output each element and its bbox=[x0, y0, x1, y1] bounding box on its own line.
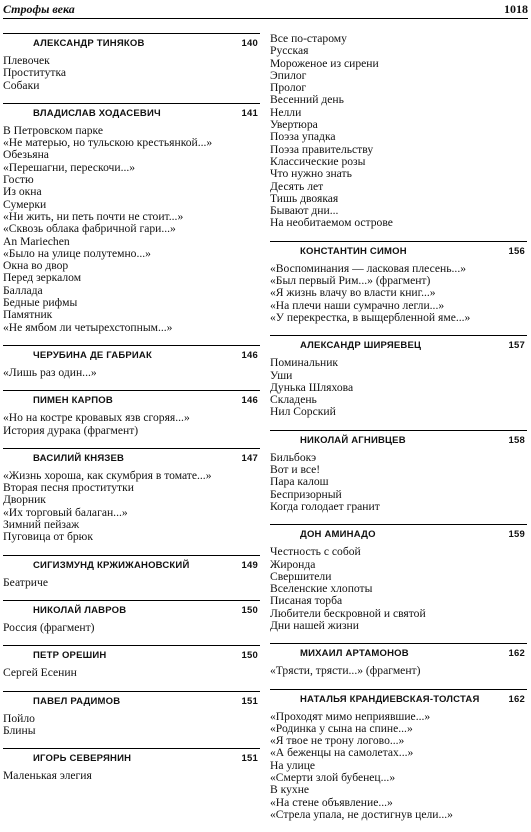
poem-title: «Сквозь облака фабричной гари...» bbox=[3, 222, 176, 236]
continued-list bbox=[270, 33, 527, 230]
author-section bbox=[270, 335, 527, 418]
section-page-number: 162 bbox=[508, 648, 525, 660]
poem-title: Писаная торба bbox=[270, 594, 343, 608]
author-section bbox=[3, 448, 260, 544]
author-section bbox=[3, 691, 260, 738]
author-name: ВАСИЛИЙ КНЯЗЕВ bbox=[33, 452, 125, 464]
poem-list bbox=[3, 125, 260, 334]
poem-title: Поэза упадка bbox=[270, 130, 336, 144]
poem-title: Бильбокэ bbox=[270, 450, 317, 464]
poem-list bbox=[270, 357, 527, 418]
poem-title: Проститутка bbox=[3, 66, 67, 80]
section-page-number: 150 bbox=[241, 650, 258, 662]
author-name: ЧЕРУБИНА ДЕ ГАБРИАК bbox=[33, 349, 152, 361]
section-page-number: 149 bbox=[241, 559, 258, 571]
section-page-number: 146 bbox=[241, 395, 258, 407]
poem-title: Складень bbox=[270, 393, 317, 407]
poem-title: Гостю bbox=[3, 173, 34, 187]
author-heading bbox=[270, 335, 527, 353]
poem-title: «Я жизнь влачу во власти книг...» bbox=[270, 286, 436, 300]
poem-title: Дни нашей жизни bbox=[270, 618, 359, 632]
poem-title: Сергей Есенин bbox=[3, 666, 77, 680]
poem-title: «На плечи наши сумрачно легли...» bbox=[270, 298, 445, 312]
author-section bbox=[3, 645, 260, 679]
poem-list bbox=[3, 55, 260, 92]
poem-title: «Проходят мимо неприявшие...» bbox=[270, 709, 431, 723]
author-heading bbox=[3, 600, 260, 618]
author-heading bbox=[3, 645, 260, 663]
poem-title: Честность с собой bbox=[270, 545, 361, 559]
poem-title: Перед зеркалом bbox=[3, 271, 82, 285]
poem-title: Свершители bbox=[270, 569, 332, 583]
author-section bbox=[3, 555, 260, 589]
poem-list bbox=[3, 577, 260, 589]
author-name: МИХАИЛ АРТАМОНОВ bbox=[300, 648, 409, 660]
poem-list bbox=[3, 667, 260, 679]
poem-title: Собаки bbox=[3, 78, 40, 92]
poem-title: Классические розы bbox=[270, 154, 366, 168]
poem-title: «У перекрестка, в выщербленной яме...» bbox=[270, 310, 471, 324]
poem-title: Десять лет bbox=[270, 179, 324, 193]
poem-list bbox=[3, 713, 260, 738]
poem-title: Плевочек bbox=[3, 54, 50, 67]
author-section bbox=[270, 241, 527, 324]
left-column bbox=[3, 33, 260, 793]
author-heading bbox=[3, 103, 260, 121]
poem-title: Увертюра bbox=[270, 118, 318, 132]
poem-title: Поэза правительству bbox=[270, 142, 374, 156]
poem-title: Окна во двор bbox=[3, 259, 69, 273]
poem-title: «Я твое не трону логово...» bbox=[270, 734, 405, 748]
author-heading bbox=[270, 430, 527, 448]
author-name: ПЕТР ОРЕШИН bbox=[33, 650, 107, 662]
author-name: ДОН АМИНАДО bbox=[300, 529, 376, 541]
poem-list bbox=[3, 770, 260, 782]
poem-title: Дунька Шляхова bbox=[270, 380, 354, 394]
poem-title: Эпилог bbox=[270, 68, 307, 82]
poem-title: Уши bbox=[270, 368, 293, 382]
poem-title: «Воспоминания — ласковая плесень...» bbox=[270, 261, 467, 275]
poem-title: На необитаемом острове bbox=[270, 216, 393, 230]
author-section bbox=[270, 430, 527, 513]
poem-title: «Не матерью, но тульскою крестьянкой...» bbox=[3, 136, 213, 150]
poem-title: Тишь двоякая bbox=[270, 191, 339, 205]
author-name: ИГОРЬ СЕВЕРЯНИН bbox=[33, 753, 132, 765]
poem-title: Мороженое из сирени bbox=[270, 56, 379, 70]
author-name: ПАВЕЛ РАДИМОВ bbox=[33, 695, 121, 707]
section-page-number: 159 bbox=[508, 529, 525, 541]
poem-title: «Не ямбом ли четырехстопным...» bbox=[3, 320, 173, 334]
section-page-number: 151 bbox=[241, 753, 258, 765]
poem-title: «Родинка у сына на спине...» bbox=[270, 721, 413, 735]
poem-title: Из окна bbox=[3, 185, 42, 199]
poem-title: Россия (фрагмент) bbox=[3, 620, 95, 634]
poem-list bbox=[270, 546, 527, 632]
section-page-number: 151 bbox=[241, 695, 258, 707]
poem-title: An Mariechen bbox=[3, 234, 70, 248]
section-page-number: 150 bbox=[241, 604, 258, 616]
author-name: НИКОЛАЙ ЛАВРОВ bbox=[33, 604, 127, 616]
poem-list bbox=[3, 412, 260, 437]
poem-title: Блины bbox=[3, 723, 36, 737]
right-column bbox=[270, 33, 527, 832]
section-page-number: 158 bbox=[508, 434, 525, 446]
author-heading bbox=[270, 241, 527, 259]
section-page-number: 146 bbox=[241, 349, 258, 361]
poem-title: Нелли bbox=[270, 105, 302, 119]
author-section bbox=[3, 600, 260, 634]
poem-title: Весенний день bbox=[270, 93, 344, 107]
poem-title: Нил Сорский bbox=[270, 405, 336, 419]
poem-title: Любители бескровной и святой bbox=[270, 606, 426, 620]
poem-title: «Было на улице полутемно...» bbox=[3, 246, 151, 260]
poem-title: Пуговица от брюк bbox=[3, 530, 93, 544]
author-section bbox=[270, 524, 527, 632]
poem-title: «Но на костре кровавых язв сгоряя...» bbox=[3, 411, 190, 425]
poem-list bbox=[3, 470, 260, 544]
poem-title: Дворник bbox=[3, 493, 46, 507]
running-title: Строфы века bbox=[3, 1, 75, 16]
poem-title: На улице bbox=[270, 758, 316, 772]
poem-list bbox=[270, 452, 527, 513]
author-section bbox=[3, 748, 260, 782]
author-heading bbox=[3, 748, 260, 766]
poem-title: «Лишь раз один...» bbox=[3, 365, 97, 379]
poem-title: Когда голодает гранит bbox=[270, 499, 380, 513]
author-heading bbox=[3, 33, 260, 51]
poem-title: Вторая песня проститутки bbox=[3, 481, 134, 495]
poem-title: Сумерки bbox=[3, 197, 47, 211]
poem-title: Беатриче bbox=[3, 575, 48, 589]
poem-title: Поминальник bbox=[270, 356, 339, 370]
poem-title: «Жизнь хороша, как скумбрия в томате...» bbox=[3, 468, 212, 482]
author-section bbox=[3, 345, 260, 379]
author-name: ВЛАДИСЛАВ ХОДАСЕВИЧ bbox=[33, 107, 161, 119]
poem-title: Бедные рифмы bbox=[3, 296, 78, 310]
poem-title: Все по-старому bbox=[270, 32, 347, 45]
poem-title: Вот и все! bbox=[270, 463, 321, 477]
poem-title: «Трясти, трясти...» (фрагмент) bbox=[270, 664, 421, 678]
author-heading bbox=[3, 691, 260, 709]
poem-title: «Перешагни, перескочи...» bbox=[3, 160, 136, 174]
author-heading bbox=[3, 448, 260, 466]
poem-title: Памятник bbox=[3, 308, 53, 322]
author-section bbox=[3, 103, 260, 334]
section-page-number: 156 bbox=[508, 245, 525, 257]
author-heading bbox=[3, 345, 260, 363]
author-name: КОНСТАНТИН СИМОН bbox=[300, 245, 407, 257]
poem-title: «На стене объявление...» bbox=[270, 795, 393, 809]
poem-title: В Петровском парке bbox=[3, 123, 103, 137]
poem-title: Пролог bbox=[270, 81, 307, 95]
poem-title: Баллада bbox=[3, 283, 43, 297]
author-heading bbox=[270, 524, 527, 542]
poem-title: Беспризорный bbox=[270, 487, 342, 501]
author-name: НИКОЛАЙ АГНИВЦЕВ bbox=[300, 434, 406, 446]
author-name: ПИМЕН КАРПОВ bbox=[33, 395, 113, 407]
poem-title: Что нужно знать bbox=[270, 167, 352, 181]
author-heading bbox=[270, 689, 527, 707]
author-name: АЛЕКСАНДР ШИРЯЕВЕЦ bbox=[300, 340, 422, 352]
poem-title: «Стрела упала, не достигнув цели...» bbox=[270, 807, 453, 821]
poem-list bbox=[3, 622, 260, 634]
poem-title: Зимний пейзаж bbox=[3, 518, 80, 532]
poem-title: Обезьяна bbox=[3, 148, 49, 162]
poem-title: Пара калош bbox=[270, 475, 329, 489]
section-page-number: 162 bbox=[508, 693, 525, 705]
author-name: АЛЕКСАНДР ТИНЯКОВ bbox=[33, 38, 145, 49]
poem-title: «А беженцы на самолетах...» bbox=[270, 746, 414, 760]
poem-title: «Был первый Рим...» (фрагмент) bbox=[270, 274, 431, 288]
author-heading bbox=[3, 390, 260, 408]
poem-list bbox=[270, 665, 527, 677]
poem-title: Вселенские хлопоты bbox=[270, 582, 373, 596]
author-name: СИГИЗМУНД КРЖИЖАНОВСКИЙ bbox=[33, 559, 190, 571]
author-heading bbox=[270, 643, 527, 661]
poem-title: Бывают дни... bbox=[270, 204, 339, 218]
poem-title: Русская bbox=[270, 44, 309, 58]
poem-title: «Ни жить, ни петь почти не стоит...» bbox=[3, 209, 184, 223]
section-page-number: 140 bbox=[241, 38, 258, 49]
author-heading bbox=[3, 555, 260, 573]
author-section bbox=[3, 33, 260, 92]
section-page-number: 141 bbox=[241, 107, 258, 119]
poem-list bbox=[3, 367, 260, 379]
poem-title: Жиронда bbox=[270, 557, 316, 571]
author-section bbox=[3, 390, 260, 437]
poem-title: Маленькая элегия bbox=[3, 769, 92, 783]
page-number: 1018 bbox=[504, 1, 528, 16]
author-section bbox=[270, 689, 527, 822]
poem-list bbox=[270, 263, 527, 324]
poem-title: В кухне bbox=[270, 783, 310, 797]
poem-list bbox=[270, 711, 527, 822]
poem-title: Пойло bbox=[3, 711, 35, 725]
author-section bbox=[270, 643, 527, 677]
poem-title: «Смерти злой бубенец...» bbox=[270, 771, 396, 785]
section-page-number: 147 bbox=[241, 452, 258, 464]
running-header bbox=[3, 0, 528, 19]
author-name: НАТАЛЬЯ КРАНДИЕВСКАЯ-ТОЛСТАЯ bbox=[300, 693, 480, 705]
section-page-number: 157 bbox=[508, 340, 525, 352]
poem-title: «Их торговый балаган...» bbox=[3, 505, 128, 519]
poem-title: История дурака (фрагмент) bbox=[3, 423, 139, 437]
